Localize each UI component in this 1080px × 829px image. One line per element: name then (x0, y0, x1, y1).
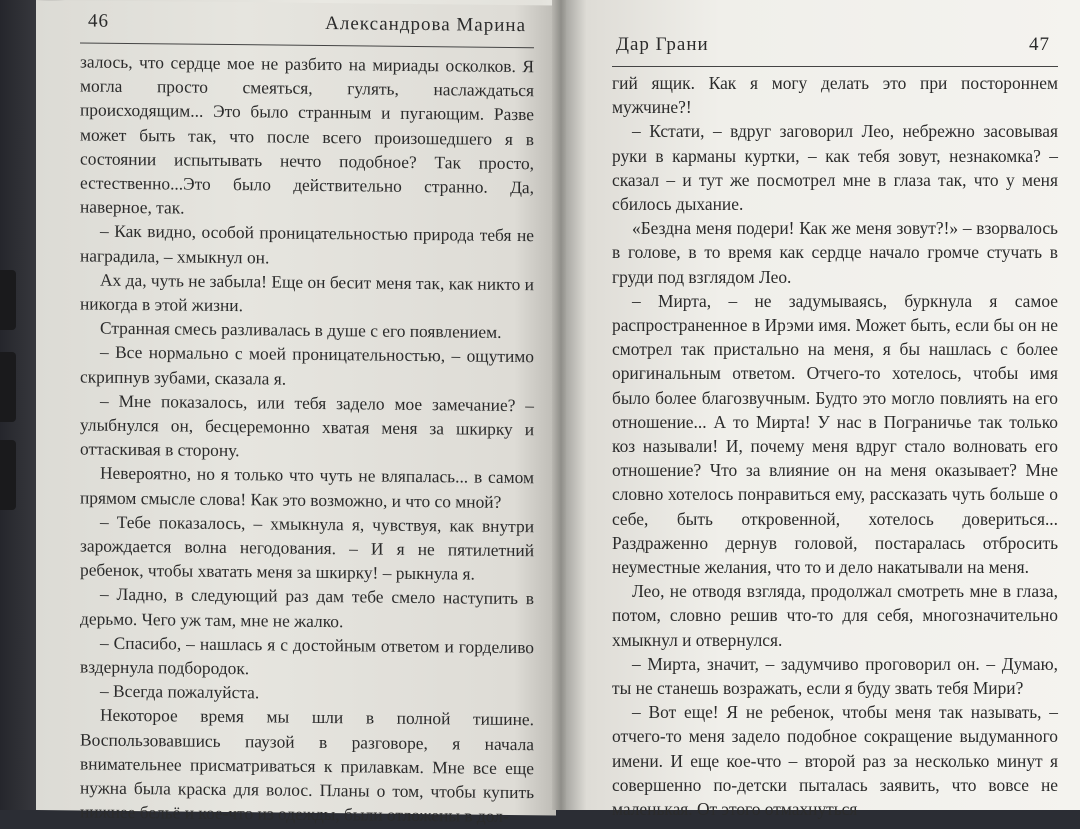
paragraph: Некоторое время мы шли в полной тишине. Воспользовавшись паузой в разговоре, я начала внимательнее присматриваться к прилавкам. Мне все еще нужна была краска для волос. Планы о том, чтобы купить нижнее бельё и кое-что из одежды, были отложены в дол- (80, 705, 534, 827)
paragraph: гий ящик. Как я могу делать это при постороннем мужчине?! (612, 73, 1058, 118)
paragraph: Странная смесь разливалась в душе с его появлением. (100, 317, 502, 343)
right-page (566, 0, 1080, 820)
paragraph: – Как видно, особой проницательностью природа тебя не наградила, – хмыкнул он. (80, 221, 534, 268)
left-running-header (80, 6, 534, 48)
paragraph: – Кстати, – вдруг заговорил Лео, небрежно засовывая руки в карманы куртки, – как тебя зовут, незнакомка? – сказал – и тут же посмотрел мне в глаза так, что у меня сбилось дыхание. (612, 121, 1058, 215)
left-page (36, 0, 556, 827)
paragraph: Невероятно, но я только что чуть не вляпалась... в самом прямом смысле слова! Как это возможно, и что со мной? (80, 463, 534, 512)
paragraph: – Мирта, значит, – задумчиво проговорил он. – Думаю, ты не станешь возражать, если я буду звать тебя Мири? (612, 653, 1058, 699)
left-page-body (80, 49, 534, 828)
dark-object-edge (0, 270, 16, 330)
paragraph: залось, что сердце мое не разбито на мириады осколков. Я могла просто смеяться, гулять, наслаждаться происходящим... Это было странным и пугающим. Разве может быть так, что после всего произошедшего я в состоянии испытывать нечто подобное? Так просто, естественно...Это было действительно странно. Да, наверное, так. (80, 51, 534, 218)
left-page-number: 46 (88, 10, 109, 32)
paragraph: – Всегда пожалуйста. (100, 680, 260, 703)
paragraph: Лео, не отводя взгляда, продолжал смотреть мне в глаза, потом, словно решив что-то для себя, многозначительно хмыкнул и отвернулся. (612, 581, 1058, 650)
right-running-header (612, 30, 1058, 67)
paragraph: Ах да, чуть не забыла! Еще он бесит меня так, как никто и никогда в этой жизни. (80, 269, 534, 316)
paragraph: – Спасибо, – нашлась я с достойным ответом и горделиво вздернула подбородок. (80, 632, 534, 679)
paragraph: – Мне показалось, или тебя задело мое замечание? – улыбнулся он, бесцеремонно хватая меня за шкирку и оттаскивая в сторону. (80, 390, 534, 461)
right-page-number: 47 (1029, 34, 1050, 55)
paragraph: – Тебе показалось, – хмыкнула я, чувствуя, как внутри зарождается волна негодования. – И я не пятилетний ребенок, чтобы хватать меня за шкирку! – рыкнула я. (80, 511, 534, 584)
paragraph: «Бездна меня подери! Как же меня зовут?!» – взорвалось в голове, в то время как сердце начало громче стучать в груди под взглядом Лео. (612, 218, 1058, 287)
right-page-body (612, 71, 1058, 821)
paragraph: – Все нормально с моей проницательностью, – ощутимо скрипнув зубами, сказала я. (80, 342, 534, 389)
paragraph: – Мирта, – не задумываясь, буркнула я самое распространенное в Ирэми имя. Может быть, если бы он не смотрел так пристально на меня, я бы нашлась с более оригинальным ответом. Отчего-то хотелось, чтобы имя было более благозвучным. Будто это могло повлиять на его отношение... А то Мирта! У нас в Пограничье так только коз называли! И, почему меня вдруг стало волновать его отношение? Что за влияние он на меня оказывает? Мне словно хотелось понравиться ему, рассказать чуть больше о себе, быть откровенной, хотелось довериться... Раздраженно дернув головой, постаралась отбросить неуместные желания, что то и дело накатывали на меня. (612, 290, 1058, 578)
right-running-title: Дар Грани (616, 34, 709, 55)
left-running-title: Александрова Марина (325, 13, 526, 37)
paragraph: – Ладно, в следующий раз дам тебе смело наступить в дерьмо. Чего уж там, мне не жалко. (80, 584, 534, 631)
dark-object-edge (0, 352, 16, 422)
dark-object-edge (0, 440, 16, 510)
paragraph: – Вот еще! Я не ребенок, чтобы меня так называть, – отчего-то меня задело подобное сокращение выдуманного имени. И еще кое-что – второй раз за несколько минут я совершенно по-детски пыталась заявить, что вовсе не маленькая. От этого отмахнуться (612, 702, 1058, 820)
